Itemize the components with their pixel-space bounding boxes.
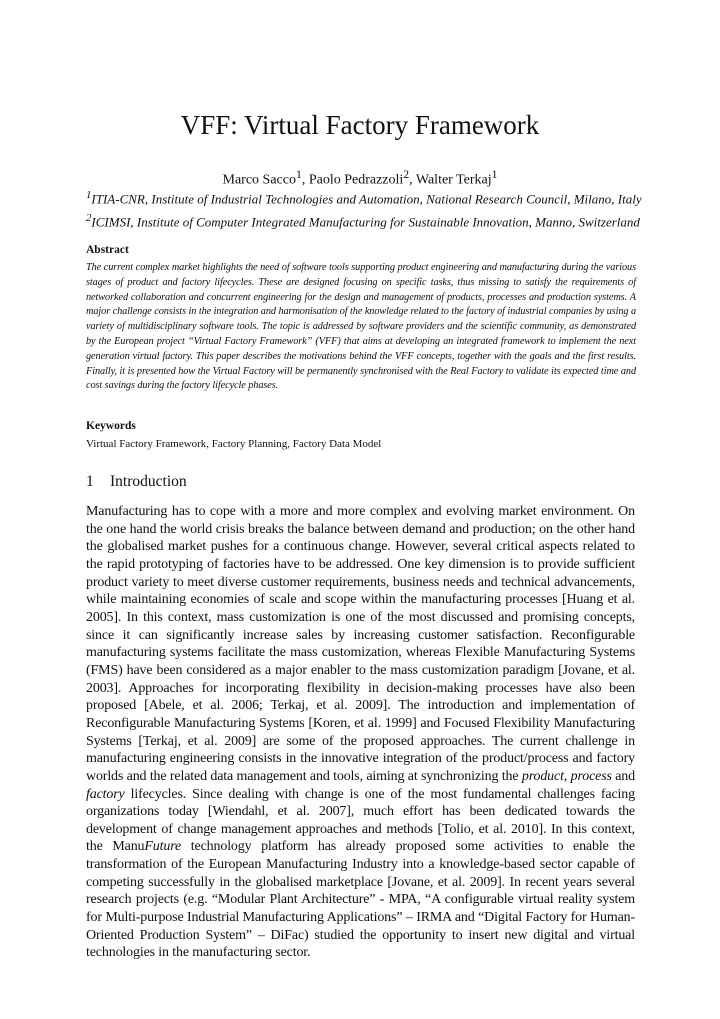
body-text-run: and [611,768,635,784]
manufuture-prefix: Manu [112,839,145,855]
author-separator: , [301,172,309,188]
author-name: Marco Sacco [222,172,296,188]
section-number: 1 [86,473,94,490]
affiliation-text: ICIMSI, Institute of Computer Integrated Manufacturing for Sustainable Innovation, Manno, Switzerland [91,214,640,230]
body-text-run: , [563,768,571,784]
emphasis-product: product [521,768,564,784]
affiliation-text: ITIA-CNR, Institute of Industrial Technologies and Automation, National Research Council, Milano, Italy [91,191,642,207]
body-text-run: Manufacturing has to cope with a more and more complex and evolving market environment. On the one hand the world crisis breaks the balance between demand and production; on the other hand the globalised market pushes for a continuous change. However, several critical aspects related to the rapid prototyping of factories have to be addressed. One key dimension is to provide sufficient product variety to meet diverse customer requirements, business needs and technical advancements, while maintaining economies of scale and scope within the manufacturing processes [Huang et al. 2005]. In this context, mass customization is one of the most discussed and promising concepts, since it can significantly increase sales by increasing customer satisfaction. Reconfigurable manufacturing systems facilitate the mass customization, whereas Flexible Manufacturing Systems (FMS) have been considered as a major enabler to the mass customization paradigm [Jovane, et al. 2003]. Approaches for incorporating flexibility in decision-making processes have also been proposed [Abele, et al. 2006; Terkaj, et al. 2009]. The introduction and implementation of Reconfigurable Manufacturing Systems [Koren, et al. 1999] and Focused Flexibility Manufacturing Systems [Terkaj, et al. 2009] are some of the proposed approaches. The current challenge in manufacturing engineering consists in the innovative integration of the product/process and factory worlds and the related data management and tools, aiming at synchronizing the [86,504,635,784]
keywords-text: Virtual Factory Framework, Factory Planning, Factory Data Model [86,438,382,450]
author-affiliation-marker: 2 [403,168,410,181]
abstract-text: The current complex market highlights the need of software tools supporting product engineering and manufacturing during the various stages of product and factory lifecycles. These are designed focusing on specific tasks, thus missing to satisfy the requirements of networked collaboration and concurrent engineering for the design and management of products, processes and production systems. A major challenge consists in the integration and harmonisation of the knowledge related to the factory of industrial companies by using a variety of multidisciplinary software tools. The topic is addressed by software providers and the scientific community, as demonstrated by the European project “Virtual Factory Framework” (VFF) that aims at developing an integrated framework to implement the next generation virtual factory. This paper describes the motivations behind the VFF concepts, together with the goals and the first results. Finally, it is presented how the Virtual Factory will be permanently synchronised with the Real Factory to validate its expected time and cost savings during the factory lifecycle phases. [86,262,636,392]
affiliation-1 [86,187,646,207]
body-text-run: technology platform has already proposed some activities to enable the transformation of the European Manufacturing Industry into a knowledge-based sector capable of competing successfully in the globalised marketplace [Jovane, et al. 2009]. In recent years several research projects (e.g. “Modular Plant Architecture” - MPA, “A configurable virtual reality system for Multi-purpose Industrial Manufacturing Applications” – IRMA and “Digital Factory for Human-Oriented Production System” – DiFac) studied the opportunity to insert new digital and virtual technologies in the manufacturing sector. [86,839,635,961]
manufuture-emphasis: Future [144,839,182,855]
affiliation-marker: 1 [86,189,92,201]
author-name: Walter Terkaj [415,172,492,188]
paper-title: VFF: Virtual Factory Framework [180,110,540,140]
abstract-heading: Abstract [86,244,129,256]
introduction-paragraph [86,503,635,962]
keywords-heading: Keywords [86,420,136,432]
emphasis-process: process [570,768,612,784]
author-affiliation-marker: 1 [295,168,302,181]
affiliation-marker: 2 [86,212,92,224]
author-name: Paolo Pedrazzoli [308,172,404,188]
author-separator: , [409,172,416,188]
section-heading [86,472,187,492]
emphasis-factory: factory [86,786,125,802]
section-title: Introduction [110,473,187,490]
affiliation-2 [86,210,646,230]
author-affiliation-marker: 1 [491,168,498,181]
body-text-run: lifecycles. Since dealing with change is one of the most fundamental challenges facing organizations today [Wiendahl, et al. 2007], much effort has been dedicated towards the development of change management approaches and methods [Tolio, et al. 2010]. In this context, the [86,786,635,855]
